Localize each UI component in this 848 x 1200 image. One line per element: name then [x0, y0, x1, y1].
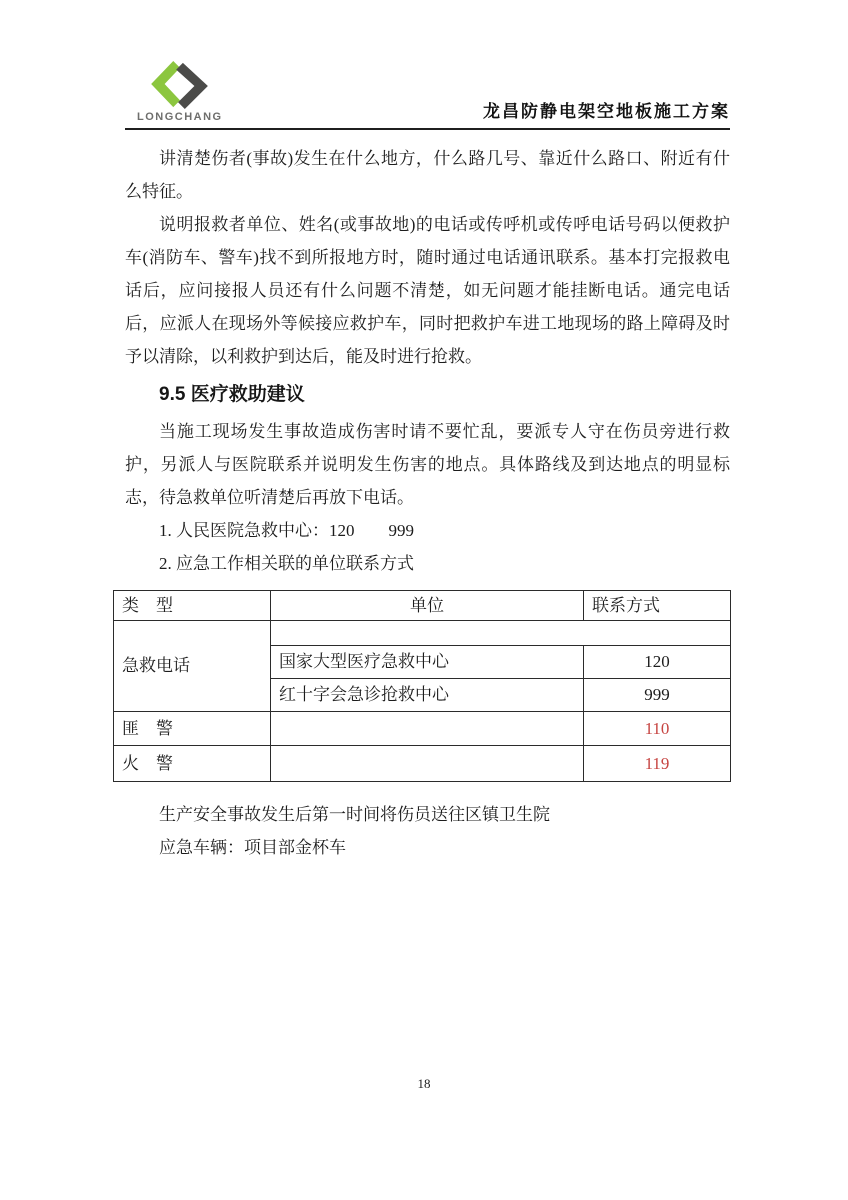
table-cell-emergency-type: 急救电话	[114, 621, 271, 712]
table-cell-fire-phone: 119	[584, 746, 731, 782]
document-title: 龙昌防静电架空地板施工方案	[483, 102, 730, 121]
table-cell-unit: 红十字会急诊抢救中心	[271, 679, 584, 712]
longchang-logo	[137, 60, 229, 123]
table-cell-unit: 国家大型医疗急救中心	[271, 646, 584, 679]
table-header-contact: 联系方式	[584, 591, 731, 621]
table-header-type: 类 型	[114, 591, 271, 621]
table-header-unit: 单位	[271, 591, 584, 621]
list-item-contacts-intro: 2. 应急工作相关联的单位联系方式	[159, 554, 414, 573]
paragraph-report-contact: 说明报救者单位、姓名(或事故地)的电话或传呼机或传呼电话号码以便救护车(消防车、警车)找不到所报地方时，随时通过电话通讯联系。基本打完报救电话后，应问接报人员还有什么问题不清楚，如无问题才能挂断电话。通完电话后，应派人在现场外等候接应救护车，同时把救护车进工地现场的路上障碍及时予以清除，以利救护到达后，能及时进行抢救。	[125, 215, 730, 366]
page-number: 18	[417, 1076, 431, 1091]
paragraph-emergency-vehicle: 应急车辆：项目部金杯车	[159, 838, 346, 857]
table-cell-empty	[271, 621, 731, 646]
logo-wordmark: LONGCHANG	[137, 111, 223, 123]
paragraph-send-to-clinic: 生产安全事故发生后第一时间将伤员送往区镇卫生院	[159, 805, 550, 824]
table-cell-empty	[271, 746, 584, 782]
document-body	[122, 142, 730, 864]
section-heading-9-5: 9.5 医疗救助建议	[159, 384, 305, 405]
table-header-row	[114, 591, 731, 621]
paragraph-report-location: 讲清楚伤者(事故)发生在什么地方，什么路几号、靠近什么路口、附近有什么特征。	[125, 149, 730, 201]
page-header	[125, 60, 730, 126]
table-row	[114, 621, 731, 646]
header-divider	[125, 128, 730, 130]
table-cell-police-type: 匪 警	[114, 712, 271, 746]
table-row	[114, 746, 731, 782]
table-cell-empty	[271, 712, 584, 746]
longchang-logo-icon	[145, 60, 215, 110]
table-cell-phone: 120	[584, 646, 731, 679]
table-cell-police-phone: 110	[584, 712, 731, 746]
emergency-contacts-table	[113, 590, 731, 782]
table-cell-phone: 999	[584, 679, 731, 712]
table-cell-fire-type: 火 警	[114, 746, 271, 782]
paragraph-rescue-advice: 当施工现场发生事故造成伤害时请不要忙乱，要派专人守在伤员旁进行救护，另派人与医院联系并说明发生伤害的地点。具体路线及到达地点的明显标志，待急救单位听清楚后再放下电话。	[125, 422, 730, 507]
list-item-hospital: 1. 人民医院急救中心：120 999	[159, 521, 414, 540]
table-row	[114, 712, 731, 746]
